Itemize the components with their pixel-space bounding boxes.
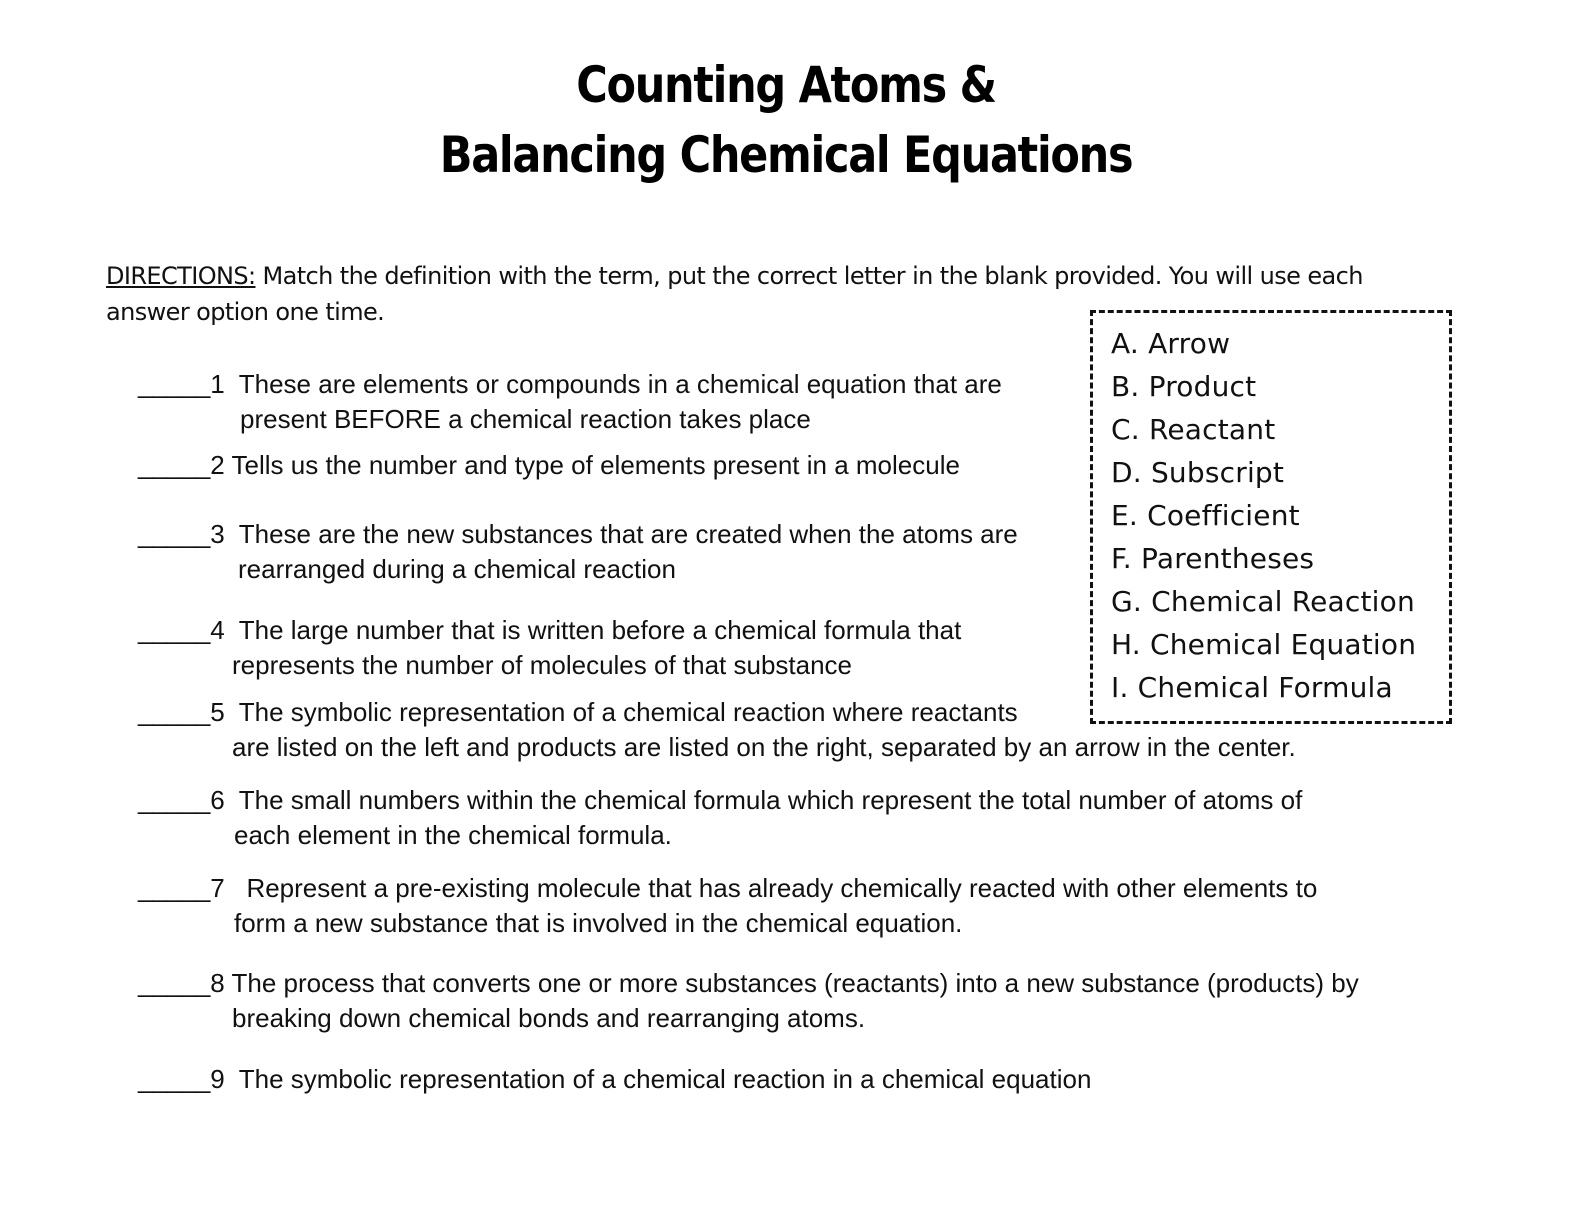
option-g: G. Chemical Reaction bbox=[1111, 585, 1415, 618]
question-4-text: The large number that is written before a chemical formula that bbox=[238, 615, 962, 645]
answer-blank-5[interactable]: _____5 bbox=[138, 697, 225, 727]
question-2-text: Tells us the number and type of elements present in a molecule bbox=[231, 450, 960, 480]
page-title-line-2: Balancing Chemical Equations bbox=[439, 126, 1133, 184]
question-7-cont: form a new substance that is involved in the chemical equation. bbox=[234, 908, 963, 938]
question-4 bbox=[138, 613, 961, 648]
answer-blank-3[interactable]: _____3 bbox=[138, 519, 225, 549]
question-1 bbox=[138, 367, 1002, 402]
option-i: I. Chemical Formula bbox=[1111, 671, 1393, 704]
answer-options-box bbox=[1090, 310, 1452, 724]
option-e: E. Coefficient bbox=[1111, 499, 1300, 532]
answer-blank-7[interactable]: _____7 bbox=[138, 873, 225, 903]
answer-blank-2[interactable]: _____2 bbox=[138, 450, 225, 480]
question-6-cont: each element in the chemical formula. bbox=[234, 820, 672, 850]
question-2 bbox=[138, 448, 960, 483]
directions-label: DIRECTIONS: bbox=[106, 262, 256, 290]
option-h: H. Chemical Equation bbox=[1111, 628, 1417, 661]
question-5-cont: are listed on the left and products are listed on the right, separated by an arrow in the center. bbox=[232, 732, 1296, 762]
question-4-cont: represents the number of molecules of that substance bbox=[232, 650, 853, 680]
question-7-text: Represent a pre-existing molecule that has already chemically reacted with other elements to bbox=[246, 873, 1318, 903]
question-6-text: The small numbers within the chemical formula which represent the total number of atoms of bbox=[238, 785, 1303, 815]
answer-blank-8[interactable]: _____8 bbox=[138, 968, 225, 998]
answer-blank-4[interactable]: _____4 bbox=[138, 615, 225, 645]
option-d: D. Subscript bbox=[1111, 456, 1285, 489]
question-3-cont: rearranged during a chemical reaction bbox=[238, 554, 676, 584]
answer-blank-1[interactable]: _____1 bbox=[138, 369, 225, 399]
question-6 bbox=[138, 783, 1302, 818]
answer-blank-6[interactable]: _____6 bbox=[138, 785, 225, 815]
question-9-text: The symbolic representation of a chemical reaction in a chemical equation bbox=[238, 1064, 1092, 1094]
answer-blank-9[interactable]: _____9 bbox=[138, 1064, 225, 1094]
option-b: B. Product bbox=[1111, 370, 1257, 403]
question-7 bbox=[138, 871, 1317, 906]
question-8-text: The process that converts one or more substances (reactants) into a new substance (products) by bbox=[231, 968, 1359, 998]
page-title-line-1: Counting Atoms & bbox=[576, 56, 996, 114]
directions-text: Match the definition with the term, put the correct letter in the blank provided. You will use each answer option one time. bbox=[106, 262, 1363, 326]
option-f: F. Parentheses bbox=[1111, 542, 1315, 575]
question-8-cont: breaking down chemical bonds and rearranging atoms. bbox=[232, 1003, 866, 1033]
question-1-cont: present BEFORE a chemical reaction takes place bbox=[240, 404, 811, 434]
question-1-text: These are elements or compounds in a chemical equation that are bbox=[238, 369, 1002, 399]
option-c: C. Reactant bbox=[1111, 413, 1276, 446]
question-5-text: The symbolic representation of a chemical reaction where reactants bbox=[238, 697, 1018, 727]
option-a: A. Arrow bbox=[1111, 327, 1231, 360]
question-5 bbox=[138, 695, 1018, 730]
question-3 bbox=[138, 517, 1018, 552]
question-9 bbox=[138, 1062, 1091, 1097]
question-3-text: These are the new substances that are created when the atoms are bbox=[238, 519, 1018, 549]
question-8 bbox=[138, 966, 1359, 1001]
